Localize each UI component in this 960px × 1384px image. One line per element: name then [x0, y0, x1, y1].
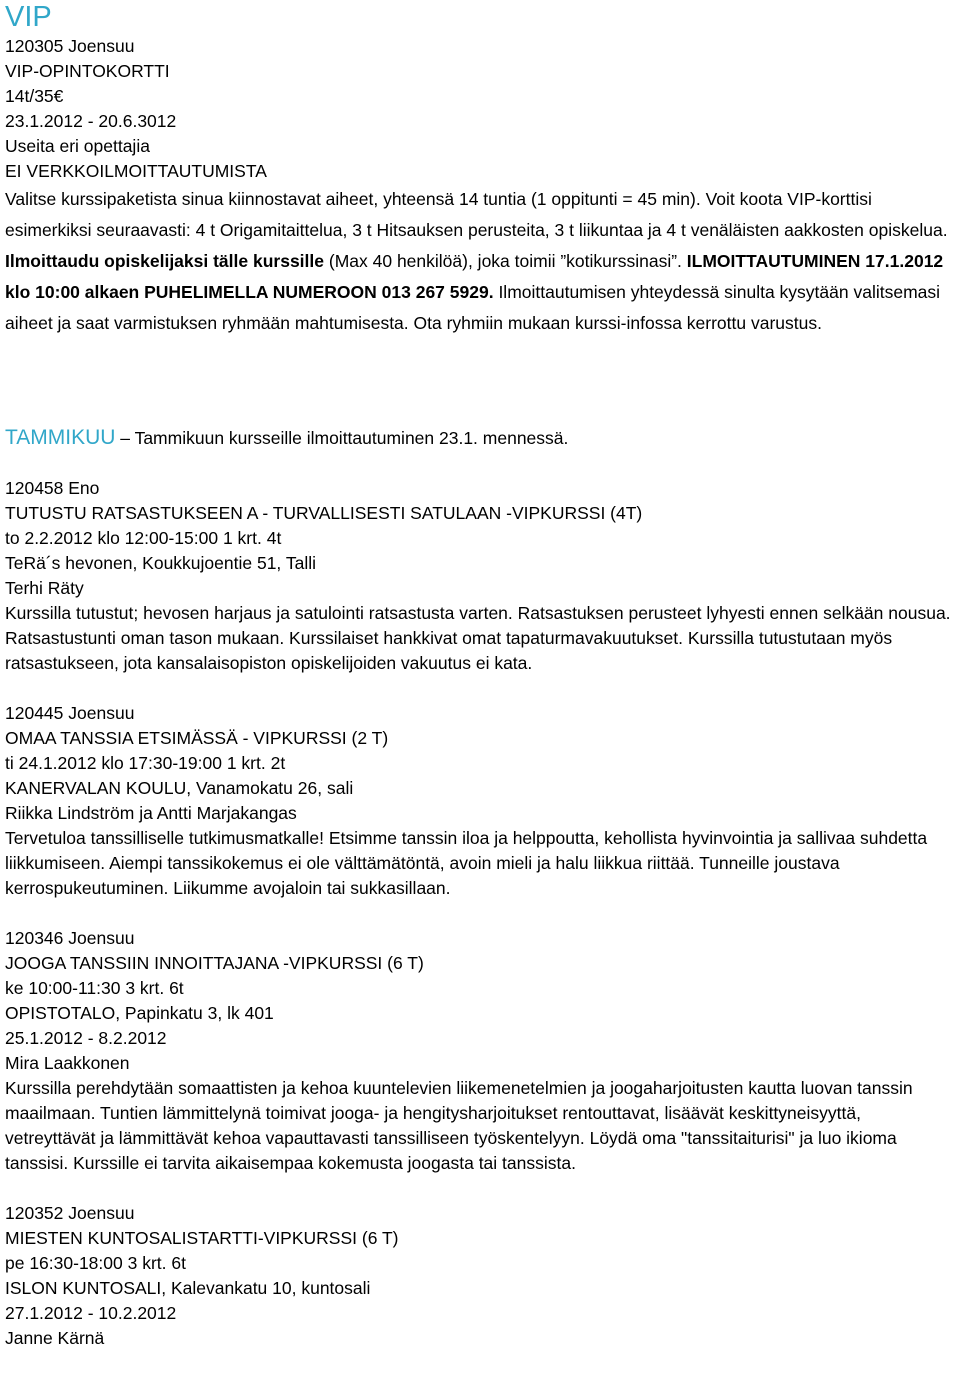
spacer: [5, 901, 955, 926]
course-schedule: to 2.2.2012 klo 12:00-15:00 1 krt. 4t: [5, 528, 282, 548]
spacer: [5, 451, 955, 476]
course-title: JOOGA TANSSIIN INNOITTAJANA -VIPKURSSI (6 T): [5, 953, 424, 973]
course-schedule: ti 24.1.2012 klo 17:30-19:00 1 krt. 2t: [5, 753, 286, 773]
course-entry: [5, 926, 955, 1176]
course-title: OMAA TANSSIA ETSIMÄSSÄ - VIPKURSSI (2 T): [5, 728, 389, 748]
course-title: TUTUSTU RATSASTUKSEEN A - TURVALLISESTI SATULAAN -VIPKURSSI (4T): [5, 503, 643, 523]
header-line: EI VERKKOILMOITTAUTUMISTA: [5, 161, 267, 181]
intro-text: Valitse kurssipaketista sinua kiinnostavat aiheet, yhteensä 14 tuntia (1 oppitunti = 45 min). Voit koota VIP-korttisi esimerkiksi seuraavasti: 4 t Origamitaittelua, 3 t Hitsauksen perusteita, 3 t liikuntaa ja 4 t venäläisten aakkosten opiskelua.: [5, 189, 948, 240]
course-code-location: 120458 Eno: [5, 478, 100, 498]
page-title: VIP: [5, 1, 52, 33]
header-block: [5, 34, 955, 184]
course-venue: OPISTOTALO, Papinkatu 3, lk 401: [5, 1003, 274, 1023]
intro-text: Ilmoittautumisen yhteydessä sinulta kysytään valitsemasi aiheet ja saat varmistuksen ryhmään mahtumisesta. Ota ryhmiin mukaan kurssi-infossa kerrottu varustus.: [5, 282, 941, 333]
course-entry: [5, 701, 955, 901]
course-entry: [5, 1201, 955, 1351]
course-schedule: pe 16:30-18:00 3 krt. 6t: [5, 1253, 186, 1273]
course-code-location: 120445 Joensuu: [5, 703, 135, 723]
course-teacher: Janne Kärnä: [5, 1328, 105, 1348]
header-line: VIP-OPINTOKORTTI: [5, 61, 170, 81]
course-dates: 25.1.2012 - 8.2.2012: [5, 1028, 167, 1048]
header-line: 14t/35€: [5, 86, 64, 106]
intro-text: (Max 40 henkilöä), joka toimii ”kotikurssinasi”.: [324, 251, 687, 271]
course-description: Tervetuloa tanssilliselle tutkimusmatkalle! Etsimme tanssin iloa ja helppoutta, kehollista hyvinvointia ja sallivaa suhdetta liikkumiseen. Aiempi tanssikokemus ei ole välttämätöntä, avoin mieli ja halu liikkua riittää. Tunneille joustava kerrospukeutuminen. Liikumme avojaloin tai sukkasillaan.: [5, 828, 928, 898]
intro-bold-registration: ILMOITTAUTUMINEN 17.1.2012 klo 10:00 alkaen PUHELIMELLA NUMEROON 013 267 5929.: [5, 251, 944, 302]
header-line: 23.1.2012 - 20.6.3012: [5, 111, 177, 131]
header-line: 120305 Joensuu: [5, 36, 135, 56]
month-note: – Tammikuun kursseille ilmoittautuminen 23.1. mennessä.: [115, 428, 569, 448]
course-teacher: Terhi Räty: [5, 578, 84, 598]
month-heading: [5, 425, 955, 451]
spacer: [5, 1176, 955, 1201]
course-teacher: Riikka Lindström ja Antti Marjakangas: [5, 803, 297, 823]
course-venue: TeRä´s hevonen, Koukkujoentie 51, Talli: [5, 553, 316, 573]
document-page: [5, 0, 955, 1351]
course-entry: [5, 476, 955, 676]
spacer: [5, 339, 955, 425]
course-title: MIESTEN KUNTOSALISTARTTI-VIPKURSSI (6 T): [5, 1228, 399, 1248]
course-schedule: ke 10:00-11:30 3 krt. 6t: [5, 978, 184, 998]
course-teacher: Mira Laakkonen: [5, 1053, 130, 1073]
header-line: Useita eri opettajia: [5, 136, 150, 156]
course-code-location: 120346 Joensuu: [5, 928, 135, 948]
course-venue: ISLON KUNTOSALI, Kalevankatu 10, kuntosali: [5, 1278, 371, 1298]
course-dates: 27.1.2012 - 10.2.2012: [5, 1303, 177, 1323]
spacer: [5, 676, 955, 701]
course-description: Kurssilla tutustut; hevosen harjaus ja satulointi ratsastusta varten. Ratsastuksen perusteet lyhyesti ennen selkään nousua. Ratsastustunti oman tason mukaan. Kurssilaiset hankkivat omat tapaturmavakuutukset. Kurssilla tutustutaan myös ratsastukseen, jota kansalaisopiston opiskelijoiden vakuutus ei kata.: [5, 603, 951, 673]
course-code-location: 120352 Joensuu: [5, 1203, 135, 1223]
intro-bold-signup: Ilmoittaudu opiskelijaksi tälle kurssille: [5, 251, 324, 271]
month-name: TAMMIKUU: [5, 426, 116, 449]
intro-paragraph: [5, 184, 955, 339]
course-description: Kurssilla perehdytään somaattisten ja kehoa kuuntelevien liikemenetelmien ja joogaharjoitusten kautta luovan tanssin maailmaan. Tuntien lämmittelynä toimivat jooga- ja hengitysharjoitukset rentouttavat, lisäävät keskittyneisyyttä, vetreyttävät ja lämmittävät kehoa vapauttavasti tanssilliseen työskentelyyn. Löydä oma "tanssitaiturisi" ja luo ikioma tanssisi. Kurssille ei tarvita aikaisempaa kokemusta joogasta tai tanssista.: [5, 1078, 913, 1173]
course-venue: KANERVALAN KOULU, Vanamokatu 26, sali: [5, 778, 354, 798]
